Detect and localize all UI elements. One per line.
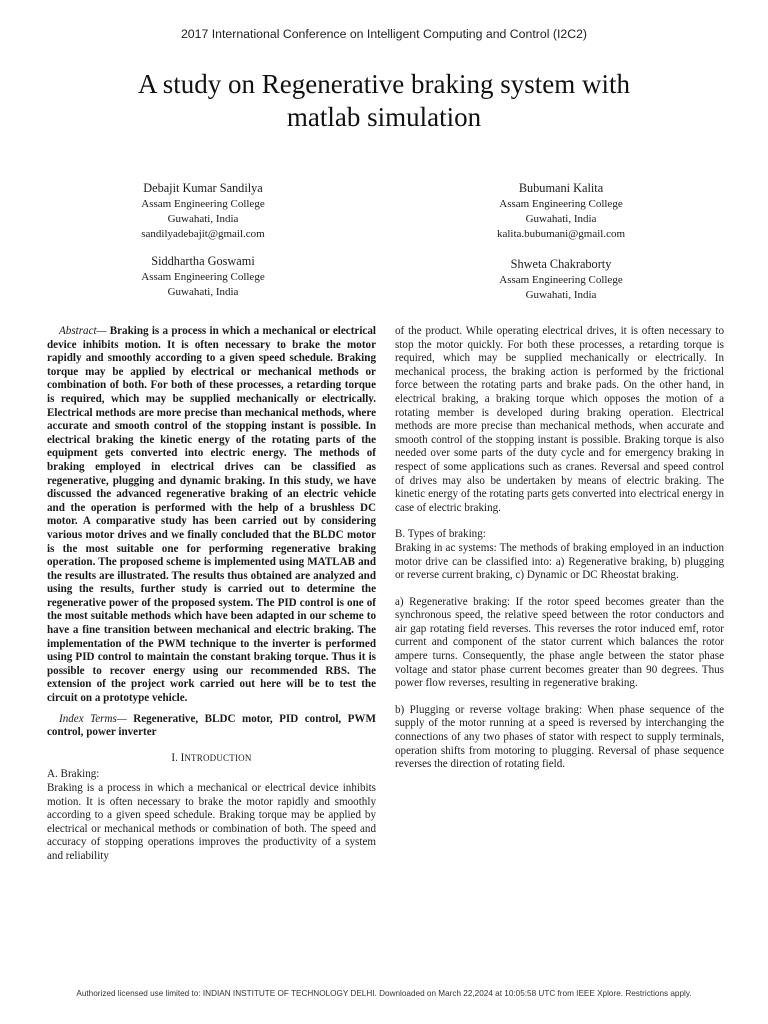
abstract-label: Abstract— <box>59 325 107 337</box>
index-terms-text: Regenerative, BLDC motor, PID control, PWM control, power inverter <box>47 712 376 739</box>
index-terms <box>47 713 376 740</box>
subsection-heading-braking: A. Braking: <box>47 768 100 781</box>
author-block-3 <box>53 252 353 300</box>
author-name: Shweta Chakraborty <box>510 257 612 271</box>
author-location: Guwahati, India <box>167 213 239 225</box>
paragraph-braking-part2: of the product. While operating electrical drives, it is often necessary to stop the motor quickly. For both these processes, a retarding torque is required, which may be supplied mechanically or electrically. In mechanical process, the braking action is performed by the frictional force between the rotating parts and brake pads. On the other hand, in electrical braking, a braking torque which opposes the motion of a rotating member is developed during braking operation. Electrical methods are more precise than mechanical methods, when accurate and smooth control of the stopping instant is possible. Braking torque is also needed over some parts of the duty cycle and for emergency braking in respect of some applications such as cranes. Reversal and speed control of drives may also be undertaken by means of electric braking. The kinetic energy of the rotating parts gets converted into electrical energy in case of electric braking. <box>395 325 724 514</box>
author-affiliation: Assam Engineering College <box>141 271 265 283</box>
author-affiliation: Assam Engineering College <box>499 274 623 286</box>
author-location: Guwahati, India <box>525 213 597 225</box>
license-footer: Authorized licensed use limited to: INDIAN INSTITUTE OF TECHNOLOGY DELHI. Downloaded on March 22,2024 at 10:05:58 UTC from IEEE Xplore. Restrictions apply. <box>76 989 692 998</box>
abstract-text: Braking is a process in which a mechanical or electrical device inhibits motion. It is often necessary to brake the motor rapidly and smoothly according to a given speed schedule. Braking torque may be applied by electrical or mechanical methods or combination of both. For both of these processes, a retarding torque is required, which may be supplied mechanically or electrically. Electrical methods are more precise than mechanical methods, where accurate and smooth control of the stopping instant is possible. In electrical braking the kinetic energy of the rotating parts of the equipment gets converted into electric energy. The methods of braking employed in electrical drives can be classified as regenerative, plugging and dynamic braking. In this study, we have discussed the advanced regenerative braking of an electric vehicle and the operation is performed with the help of a brushless DC motor. A comparative study has been carried out by considering various motor drives and we finally concluded that the BLDC motor is the most suitable one for performing regenerative braking operation. The proposed scheme is implemented using MATLAB and the results are illustrated. The results thus obtained are analyzed and using the results, further study is carried out to determine the regenerative power of the proposed system. The PID control is one of the most suitable methods which have been adapted in our scheme to have a fine transition between mechanical and electric braking. The implementation of the PWM technique to the inverter is performed using PID control to maintain the constant braking torque. Thus it is possible to recover energy using our recommended RBS. The extension of the project work carried out here will be to test the circuit on a prototype vehicle. <box>47 325 376 705</box>
author-email: kalita.bubumani@gmail.com <box>496 228 626 240</box>
paragraph-types-of-braking: Braking in ac systems: The methods of braking employed in an induction motor drive can be classified into: a) Regenerative braking, b) plugging or reverse current braking, c) Dynamic or DC Rheostat braking. <box>395 541 724 582</box>
subsection-heading-types: B. Types of braking: <box>395 528 486 541</box>
abstract <box>47 325 376 706</box>
author-block-4 <box>411 255 711 303</box>
paragraph-plugging: b) Plugging or reverse voltage braking: When phase sequence of the supply of the motor running at a speed is reversed by interchanging the connections of any two phases of stator with respect to supply terminals, operation shifts from motoring to plugging. Reversal of phase sequence reverses the direction of rotating field. <box>395 703 724 771</box>
author-block-1 <box>53 179 353 242</box>
index-terms-label: Index Terms— <box>59 712 127 725</box>
paper-title <box>60 68 708 134</box>
author-affiliation: Assam Engineering College <box>499 198 623 210</box>
paragraph-regenerative-braking: a) Regenerative braking: If the rotor speed becomes greater than the synchronous speed, the relative speed between the rotor conductors and air gap rotating field reverses. This reverses the rotor induced emf, rotor current and component of the stator current which balances the rotor ampere turns. Consequently, the phase angle between the stator phase voltage and stator phase current becomes greater than 90 degrees. Thus power flow reverses, resulting in regenerative braking. <box>395 595 724 690</box>
author-email: sandilyadebajit@gmail.com <box>141 228 265 240</box>
author-name: Bubumani Kalita <box>518 181 604 195</box>
paragraph-braking-part1: Braking is a process in which a mechanical or electrical device inhibits motion. It is often necessary to brake the motor rapidly and smoothly according to a given speed schedule. Braking torque may be applied by electrical or mechanical methods or combination of both. The speed and accuracy of stopping operations improves the productivity of a system and reliability <box>47 782 376 862</box>
author-name: Debajit Kumar Sandilya <box>143 181 263 195</box>
title-line-2: matlab simulation <box>286 102 482 132</box>
author-affiliation: Assam Engineering College <box>141 198 265 210</box>
author-location: Guwahati, India <box>167 286 239 298</box>
section-heading-introduction: I. INTRODUCTION <box>171 751 252 764</box>
conference-header: 2017 International Conference on Intelligent Computing and Control (I2C2) <box>180 27 588 41</box>
author-name: Siddhartha Goswami <box>151 254 255 268</box>
title-line-1: A study on Regenerative braking system with <box>138 69 630 99</box>
left-column <box>47 325 376 864</box>
author-block-2 <box>411 179 711 242</box>
author-location: Guwahati, India <box>525 289 597 301</box>
right-column <box>395 325 724 772</box>
